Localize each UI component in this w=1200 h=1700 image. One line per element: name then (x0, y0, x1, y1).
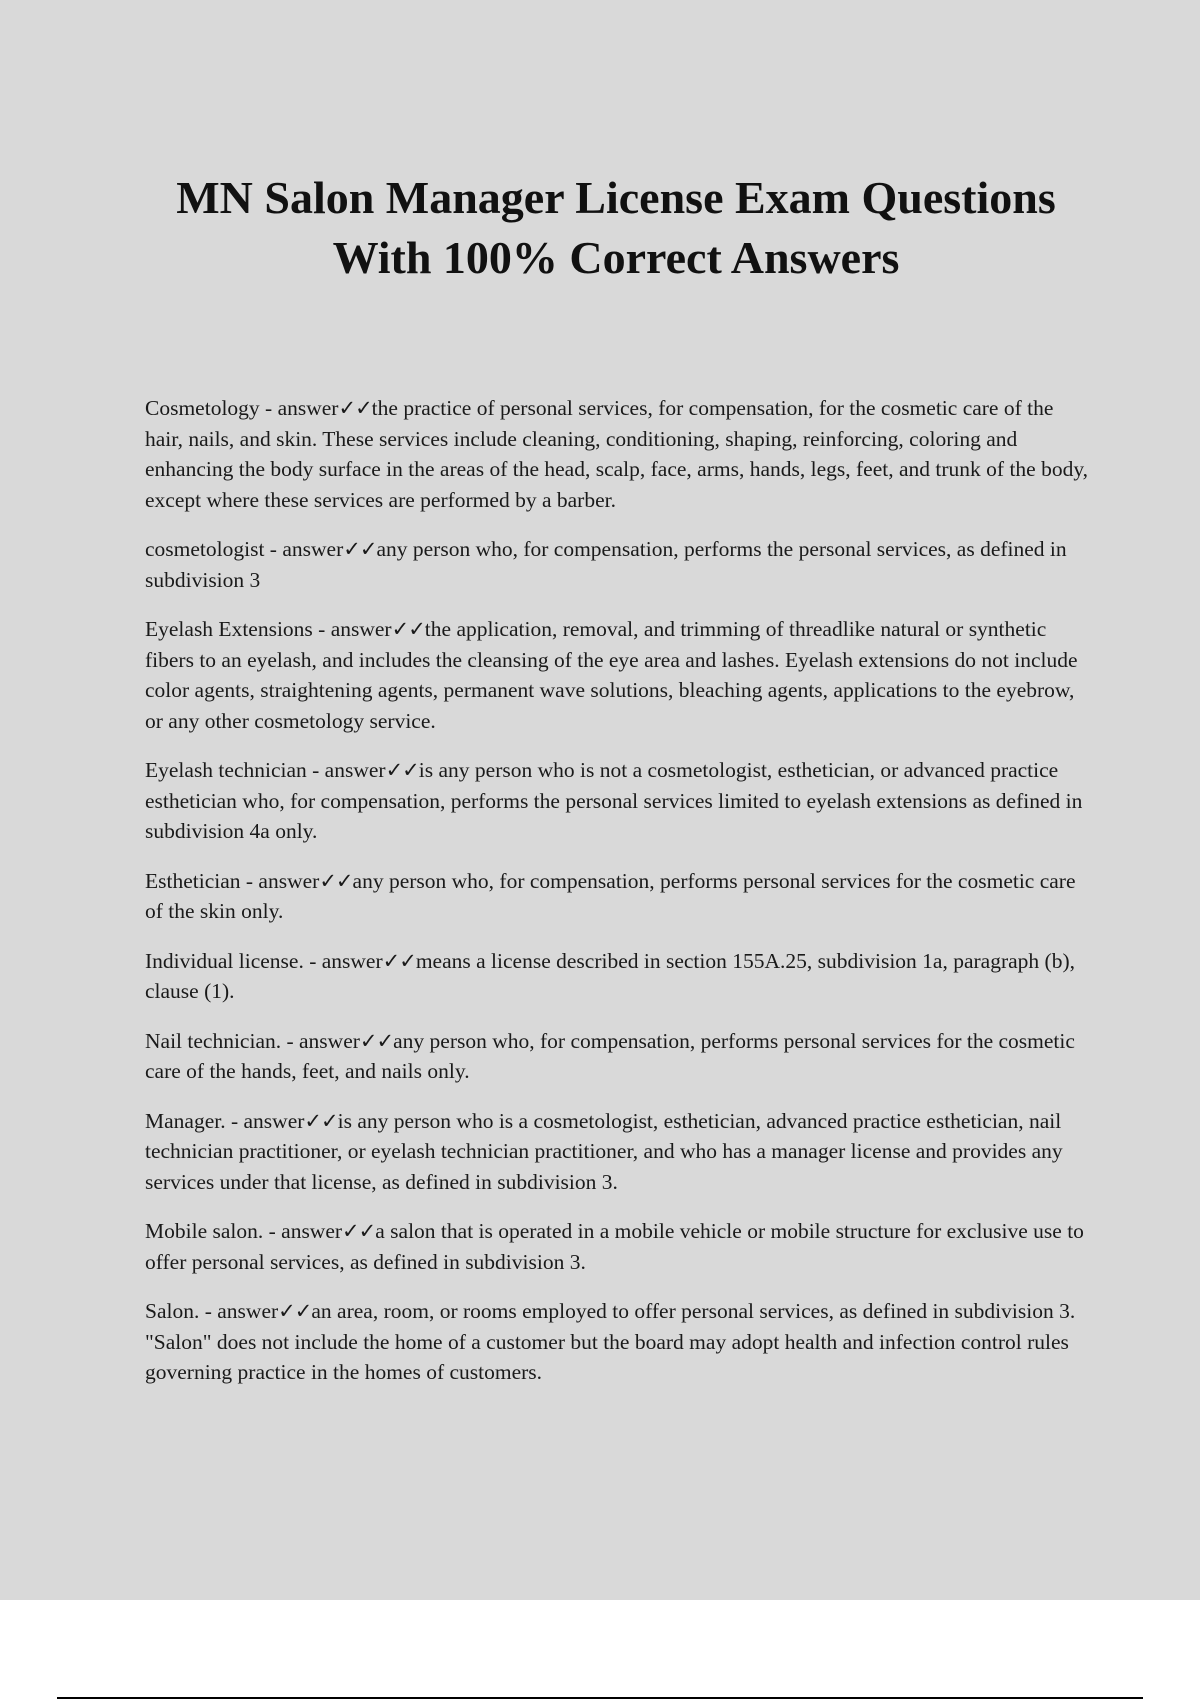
entry-term: Nail technician. - answer (145, 1028, 360, 1053)
double-check-icon: ✓✓ (343, 537, 377, 561)
entry-definition: is any person who is not a cosmetologist, esthetician, or advanced practice esthetician who, for compensation, performs the personal services limited to eyelash extensions as defined in subdivision 4a only. (145, 758, 1083, 843)
qa-entry (145, 393, 1090, 515)
double-check-icon: ✓✓ (385, 758, 419, 782)
entry-definition: the practice of personal services, for compensation, for the cosmetic care of the hair, nails, and skin. These services include cleaning, conditioning, shaping, reinforcing, coloring and enhancing the body surface in the areas of the head, scalp, face, arms, hands, legs, feet, and trunk of the body, except where these services are performed by a barber. (145, 396, 1089, 512)
entry-definition: any person who, for compensation, performs the personal services, as defined in subdivision 3 (145, 537, 1067, 592)
footer-divider (57, 1697, 1143, 1699)
double-check-icon: ✓✓ (304, 1108, 338, 1133)
entry-definition: any person who, for compensation, performs personal services for the cosmetic care of the hands, feet, and nails only. (145, 1028, 1075, 1083)
qa-entry (145, 1216, 1090, 1277)
entry-term: Individual license. - answer (145, 948, 383, 973)
entry-term: Cosmetology - answer (145, 396, 339, 420)
title-line-1: MN Salon Manager License Exam Questions (176, 172, 1056, 223)
double-check-icon: ✓✓ (382, 948, 416, 973)
entry-term: Manager. - answer (145, 1108, 305, 1133)
double-check-icon: ✓✓ (342, 1219, 376, 1243)
qa-entry (145, 946, 1090, 1007)
entry-definition: an area, room, or rooms employed to offer personal services, as defined in subdivision 3. "Salon" does not include the home of a customer but the board may adopt health and infection control rules governing practice in the homes of customers. (145, 1299, 1076, 1384)
entry-definition: a salon that is operated in a mobile vehicle or mobile structure for exclusive use to offer personal services, as defined in subdivision 3. (145, 1219, 1084, 1274)
qa-entry (145, 534, 1090, 595)
qa-entry (145, 866, 1090, 927)
qa-entry (145, 755, 1090, 847)
entry-term: Esthetician - answer (145, 868, 320, 893)
entry-definition: is any person who is a cosmetologist, esthetician, advanced practice esthetician, nail technician practitioner, or eyelash technician practitioner, and who has a manager license and provides any services under that license, as defined in subdivision 3. (145, 1108, 1063, 1194)
title-line-2: With 100% Correct Answers (332, 232, 900, 283)
qa-entry (145, 614, 1090, 736)
entry-term: cosmetologist - answer (145, 537, 344, 561)
entry-definition: means a license described in section 155A.25, subdivision 1a, paragraph (b), clause (1). (145, 948, 1075, 1003)
entry-definition: any person who, for compensation, performs personal services for the cosmetic care of the skin only. (145, 868, 1076, 923)
qa-entry (145, 1026, 1090, 1087)
double-check-icon: ✓✓ (319, 868, 353, 893)
double-check-icon: ✓✓ (278, 1299, 312, 1323)
double-check-icon: ✓✓ (338, 396, 372, 420)
entry-definition: the application, removal, and trimming of threadlike natural or synthetic fibers to an eyelash, and includes the cleansing of the eye area and lashes. Eyelash extensions do not include color agents, straightening agents, permanent wave solutions, bleaching agents, applications to the eyebrow, or any other cosmetology service. (145, 617, 1078, 733)
document-title (120, 168, 1112, 288)
double-check-icon: ✓✓ (391, 617, 425, 641)
entry-term: Eyelash technician - answer (145, 758, 386, 782)
entry-term: Salon. - answer (145, 1299, 279, 1323)
qa-list (145, 393, 1090, 1407)
double-check-icon: ✓✓ (359, 1028, 394, 1053)
entry-term: Eyelash Extensions - answer (145, 617, 392, 641)
entry-term: Mobile salon. - answer (145, 1219, 343, 1243)
qa-entry (145, 1106, 1090, 1198)
qa-entry (145, 1296, 1090, 1388)
